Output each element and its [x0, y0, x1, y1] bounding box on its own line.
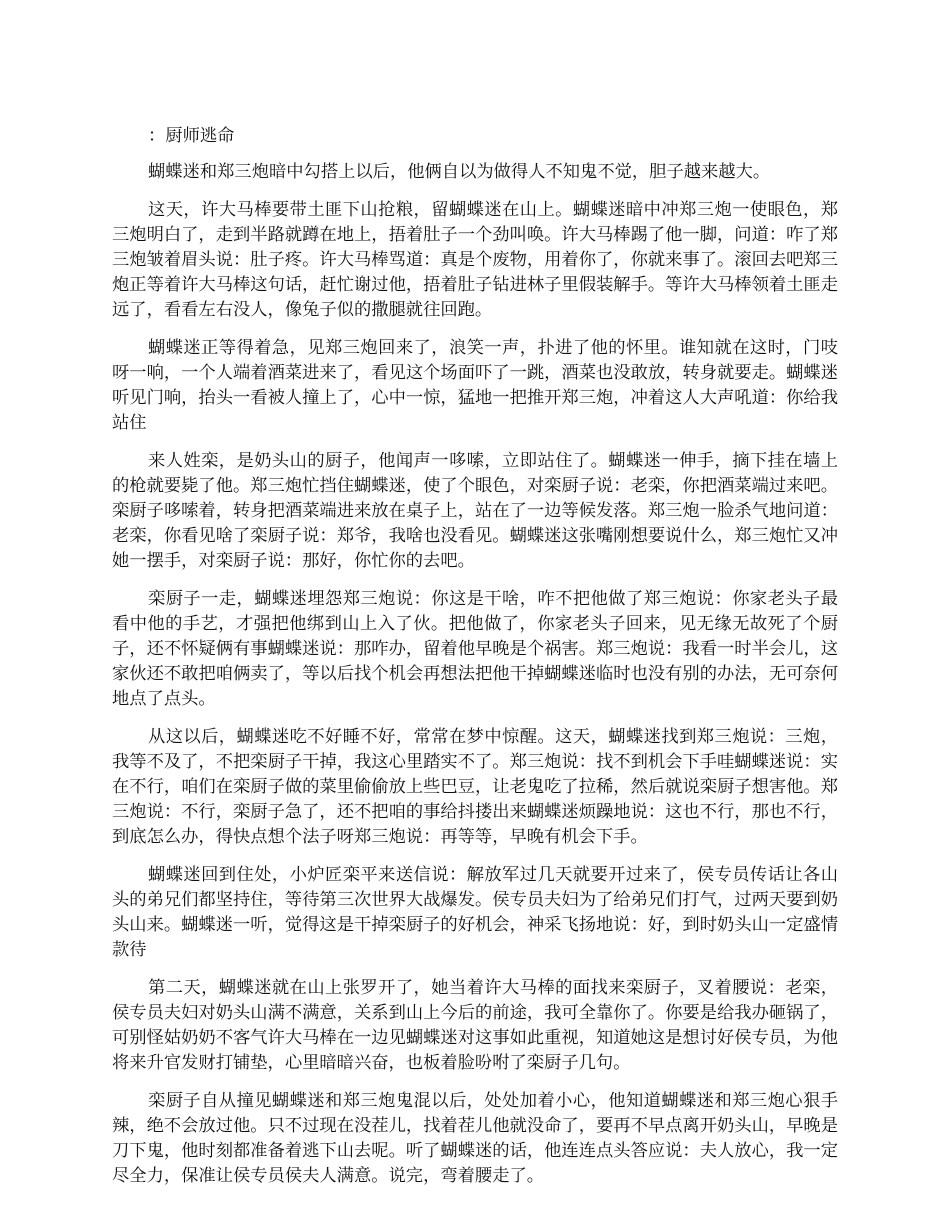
- paragraph: 从这以后，蝴蝶迷吃不好睡不好，常常在梦中惊醒。这天，蝴蝶迷找到郑三炮说：三炮，我等不及了，不把栾厨子干掉，我这心里踏实不了。郑三炮说：找不到机会下手哇蝴蝶迷说：实在不行，咱们在栾厨子做的菜里偷偷放上些巴豆，让老鬼吃了拉稀，然后就说栾厨子想害他。郑三炮说：不行，栾厨子急了，还不把咱的事给抖搂出来蝴蝶迷烦躁地说：这也不行，那也不行，到底怎么办，得快点想个法子呀郑三炮说：再等等，早晚有机会下手。: [112, 727, 838, 847]
- paragraph: 栾厨子一走，蝴蝶迷埋怨郑三炮说：你这是干啥，咋不把他做了郑三炮说：你家老头子最看中他的手艺，才强把他绑到山上入了伙。把他做了，你家老头子回来，见无缘无故死了个厨子，还不怀疑俩有事蝴蝶迷说：那咋办，留着他早晚是个祸害。郑三炮说：我看一时半会儿，这家伙还不敢把咱俩卖了，等以后找个机会再想法把他干掉蝴蝶迷临时也没有别的办法，无可奈何地点了点头。: [112, 589, 838, 709]
- paragraph: 蝴蝶迷正等得着急，见郑三炮回来了，浪笑一声，扑进了他的怀里。谁知就在这时，门吱呀一响，一个人端着酒菜进来了，看见这个场面吓了一跳，酒菜也没敢放，转身就要走。蝴蝶迷听见门响，抬头一看被人撞上了，心中一惊，猛地一把推开郑三炮，冲着这人大声吼道：你给我站住: [112, 338, 838, 433]
- paragraph: 这天，许大马棒要带土匪下山抢粮，留蝴蝶迷在山上。蝴蝶迷暗中冲郑三炮一使眼色，郑三炮明白了，走到半路就蹲在地上，捂着肚子一个劲叫唤。许大马棒踢了他一脚，问道：咋了郑三炮皱着眉头说：肚子疼。许大马棒骂道：真是个废物，用着你了，你就来事了。滚回去吧郑三炮正等着许大马棒这句话，赶忙谢过他，捂着肚子钻进林子里假装解手。等许大马棒领着土匪走远了，看看左右没人，像兔子似的撒腿就往回跑。: [112, 200, 838, 320]
- paragraph: 来人姓栾，是奶头山的厨子，他闻声一哆嗦，立即站住了。蝴蝶迷一伸手，摘下挂在墙上的枪就要毙了他。郑三炮忙挡住蝴蝶迷，使了个眼色，对栾厨子说：老栾，你把酒菜端过来吧。栾厨子哆嗦着，转身把酒菜端进来放在桌子上，站在了一边等候发落。郑三炮一脸杀气地问道：老栾，你看见啥了栾厨子说：郑爷，我啥也没看见。蝴蝶迷这张嘴刚想要说什么，郑三炮忙又冲她一摆手，对栾厨子说：那好，你忙你的去吧。: [112, 451, 838, 571]
- paragraph: 第二天，蝴蝶迷就在山上张罗开了，她当着许大马棒的面找来栾厨子，叉着腰说：老栾，侯专员夫妇对奶头山满不满意，关系到山上今后的前途，我可全靠你了。你要是给我办砸锅了，可别怪姑奶奶不客气许大马棒在一边见蝴蝶迷对这事如此重视，知道她这是想讨好侯专员，为他将来升官发财打铺垫，心里暗暗兴奋，也板着脸吩咐了栾厨子几句。: [112, 978, 838, 1073]
- paragraph: 蝴蝶迷回到住处，小炉匠栾平来送信说：解放军过几天就要开过来了，侯专员传话让各山头的弟兄们都坚持住，等待第三次世界大战爆发。侯专员夫妇为了给弟兄们打气，过两天要到奶头山来。蝴蝶迷一听，觉得这是干掉栾厨子的好机会，神采飞扬地说：好，到时奶头山一定盛情款待: [112, 865, 838, 960]
- document-page: [112, 124, 838, 1202]
- document-title: ：厨师逃命: [148, 126, 235, 146]
- paragraph: 栾厨子自从撞见蝴蝶迷和郑三炮鬼混以后，处处加着小心，他知道蝴蝶迷和郑三炮心狠手辣，绝不会放过他。只不过现在没茬儿，找着茬儿他就没命了，要再不早点离开奶头山，早晚是刀下鬼，他时刻都准备着逃下山去呢。听了蝴蝶迷的话，他连连点头答应说：夫人放心，我一定尽全力，保准让侯专员侯夫人满意。说完，弯着腰走了。: [112, 1091, 838, 1186]
- paragraph: 蝴蝶迷和郑三炮暗中勾搭上以后，他俩自以为做得人不知鬼不觉，胆子越来越大。: [148, 162, 771, 182]
